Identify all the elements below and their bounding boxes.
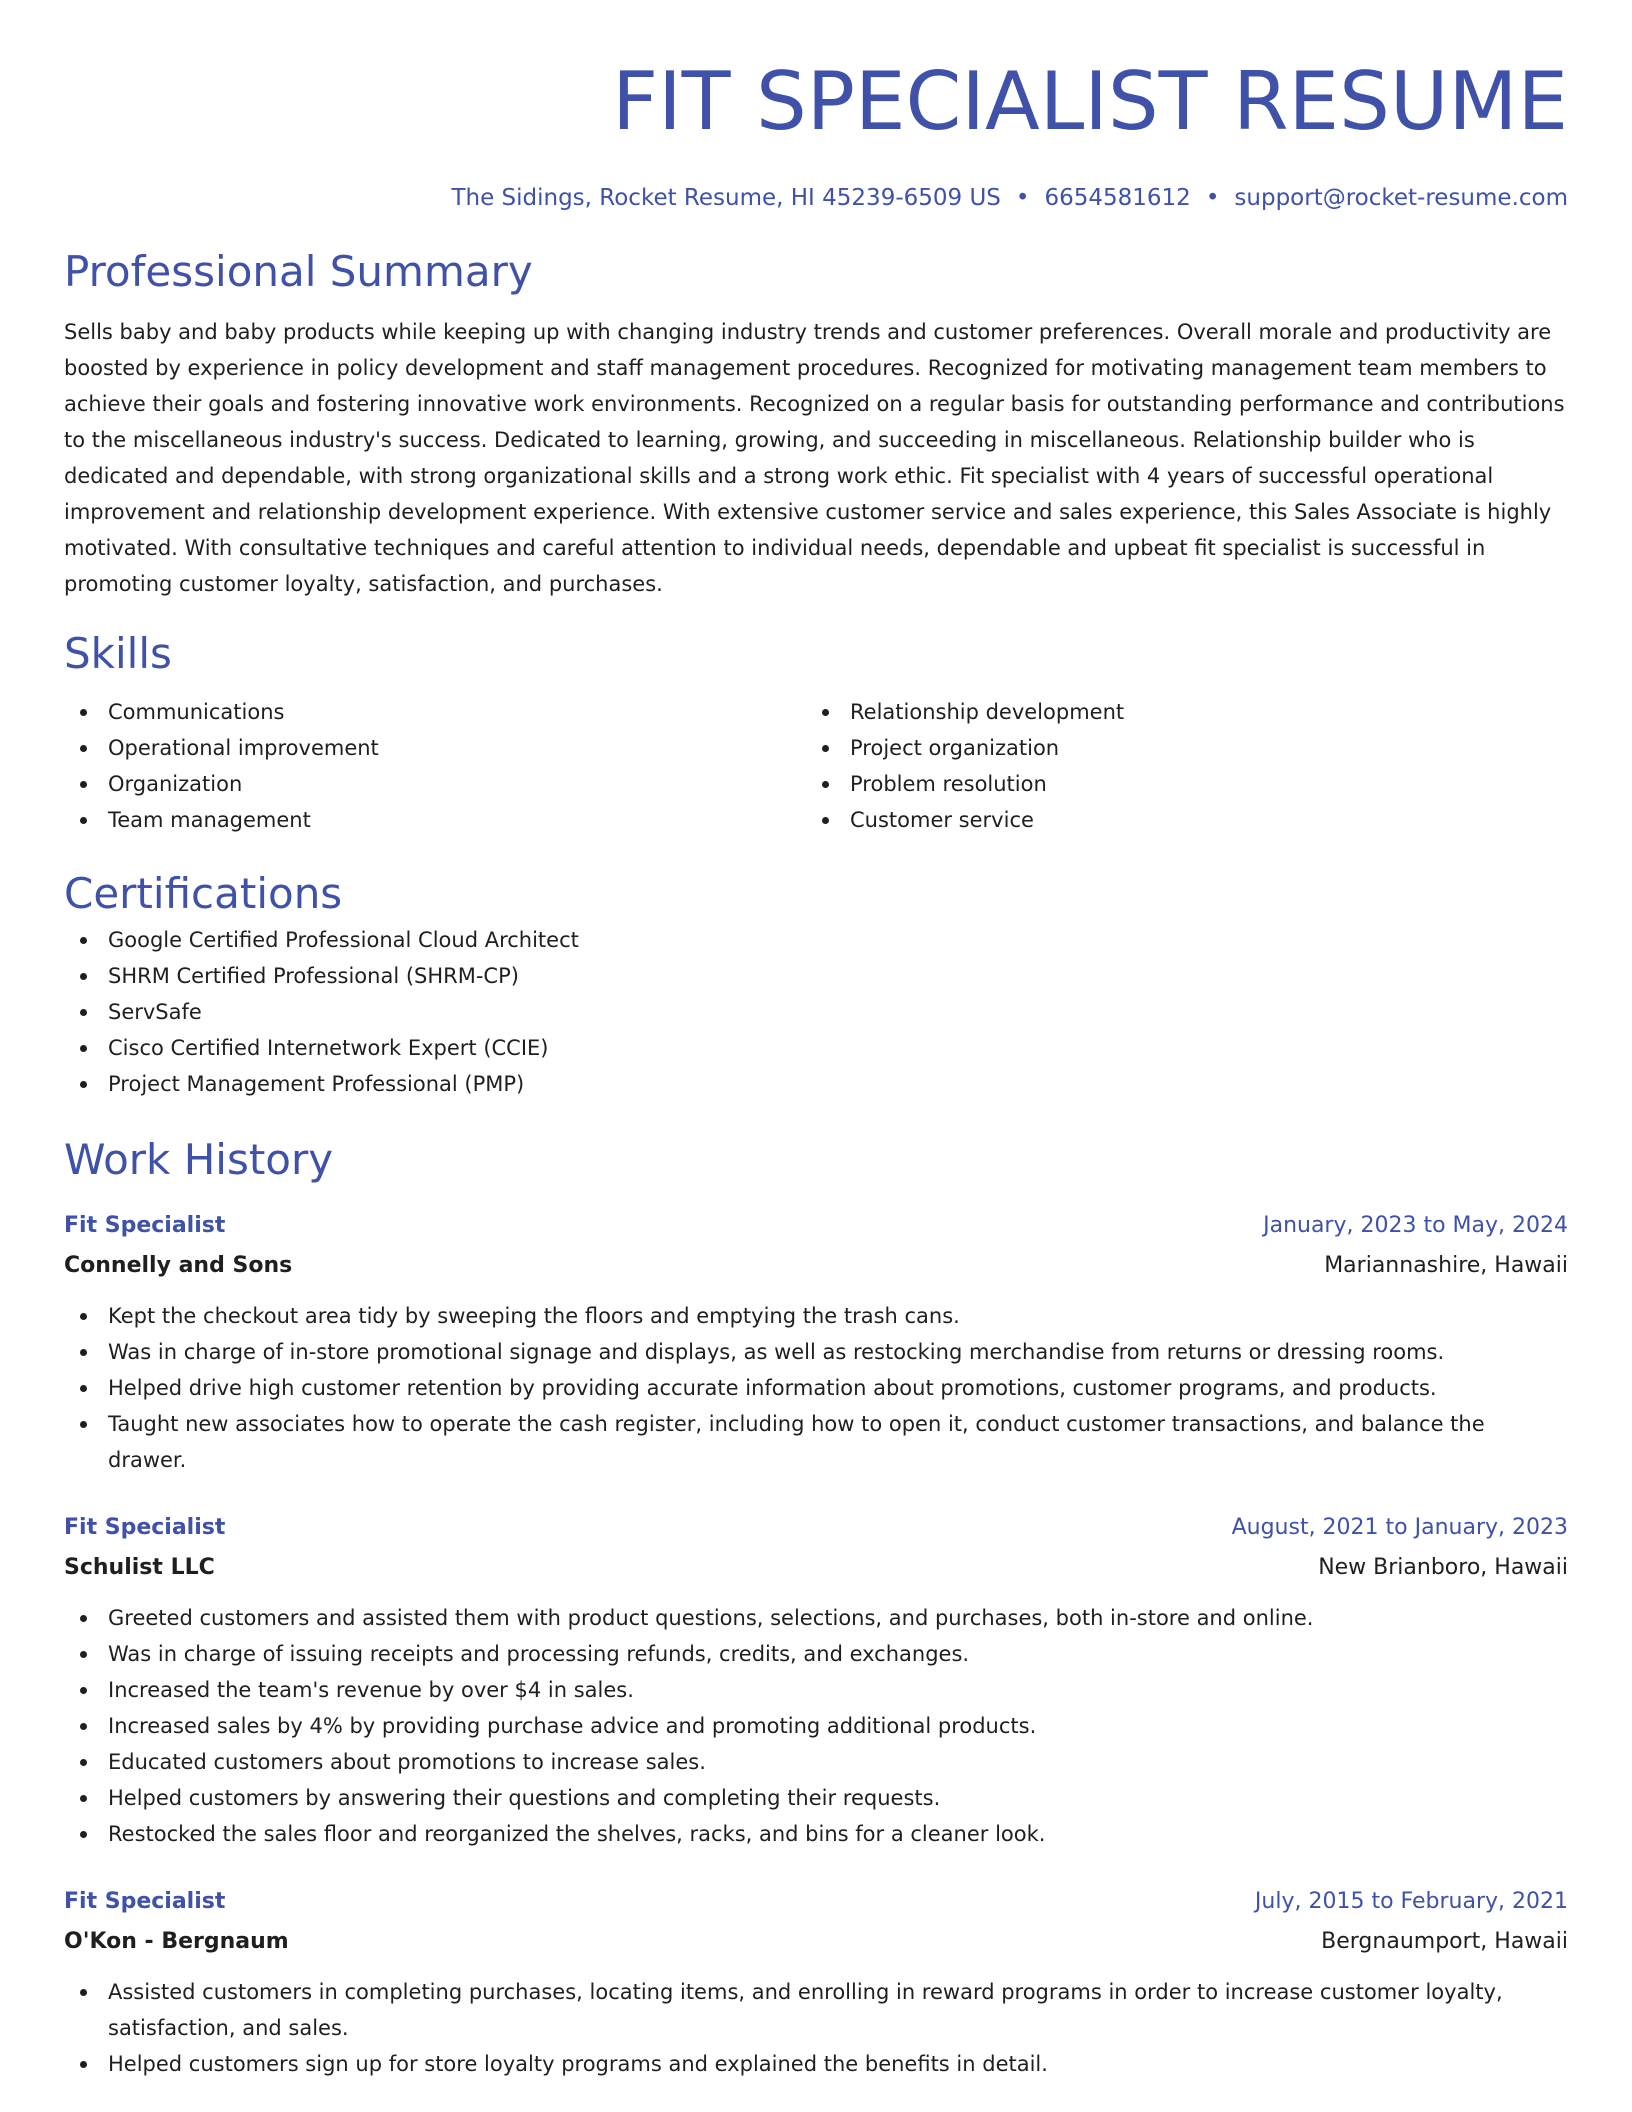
job-header-row [64,1886,1568,1918]
work-history-heading: Work History [64,1135,334,1184]
job-company-row [64,1242,1568,1282]
job-company: O'Kon - Bergnaum [64,1929,289,1954]
skill-item: Organization [64,766,806,802]
certifications-list [64,922,1568,1102]
summary-heading: Professional Summary [64,247,533,296]
skills-heading: Skills [64,629,172,678]
job-bullet: Educated customers about promotions to increase sales. [64,1744,1568,1780]
contact-separator: • [1015,185,1030,211]
certification-item: SHRM Certified Professional (SHRM-CP) [64,958,1568,994]
certification-item: Cisco Certified Internetwork Expert (CCIE) [64,1030,1568,1066]
resume-page [64,0,1568,2082]
certification-item: ServSafe [64,994,1568,1030]
job-bullet: Was in charge of issuing receipts and processing refunds, credits, and exchanges. [64,1636,1568,1672]
job-bullet: Increased sales by 4% by providing purchase advice and promoting additional products. [64,1708,1568,1744]
job-entry [64,1210,1568,1478]
contact-address: The Sidings, Rocket Resume, HI 45239-6509 US [451,185,1001,211]
job-dates: August, 2021 to January, 2023 [1231,1515,1568,1540]
job-bullet: Taught new associates how to operate the cash register, including how to open it, conduct customer transactions, and balance the drawer. [64,1406,1568,1478]
contact-email[interactable]: support@rocket-resume.com [1234,185,1568,211]
job-dates: January, 2023 to May, 2024 [1263,1213,1568,1238]
skills-column-right [806,694,1548,838]
job-bullets [64,1974,1568,2082]
certifications-heading: Certifications [64,869,343,918]
job-title: Fit Specialist [64,1889,226,1914]
job-company: Connelly and Sons [64,1253,293,1278]
job-bullet: Helped customers by answering their questions and completing their requests. [64,1780,1568,1816]
contact-line [64,182,1568,214]
skill-item: Project organization [806,730,1548,766]
skills-list [64,694,1568,838]
job-bullet: Greeted customers and assisted them with product questions, selections, and purchases, both in-store and online. [64,1600,1568,1636]
job-dates: July, 2015 to February, 2021 [1254,1889,1568,1914]
job-company: Schulist LLC [64,1555,215,1580]
skill-item: Problem resolution [806,766,1548,802]
certification-item: Project Management Professional (PMP) [64,1066,1568,1102]
job-entry [64,1886,1568,2082]
job-location: Bergnaumport, Hawaii [1321,1929,1568,1954]
job-company-row [64,1544,1568,1584]
job-title: Fit Specialist [64,1213,226,1238]
certification-item: Google Certified Professional Cloud Architect [64,922,1568,958]
job-bullet: Helped customers sign up for store loyalty programs and explained the benefits in detail. [64,2046,1568,2082]
skill-item: Operational improvement [64,730,806,766]
skill-item: Customer service [806,802,1548,838]
job-title: Fit Specialist [64,1515,226,1540]
resume-title: FIT SPECIALIST RESUME [612,55,1568,148]
job-location: Mariannashire, Hawaii [1324,1253,1568,1278]
contact-separator: • [1205,185,1220,211]
job-bullet: Increased the team's revenue by over $4 in sales. [64,1672,1568,1708]
job-bullet: Assisted customers in completing purchases, locating items, and enrolling in reward programs in order to increase customer loyalty, satisfaction, and sales. [64,1974,1568,2046]
skill-item: Team management [64,802,806,838]
skill-item: Communications [64,694,806,730]
job-bullet: Helped drive high customer retention by providing accurate information about promotions, customer programs, and products. [64,1370,1568,1406]
job-company-row [64,1918,1568,1958]
job-header-row [64,1210,1568,1242]
job-header-row [64,1512,1568,1544]
job-bullet: Was in charge of in-store promotional signage and displays, as well as restocking merchandise from returns or dressing rooms. [64,1334,1568,1370]
job-bullet: Kept the checkout area tidy by sweeping the floors and emptying the trash cans. [64,1298,1568,1334]
job-bullet: Restocked the sales floor and reorganized the shelves, racks, and bins for a cleaner look. [64,1816,1568,1852]
skill-item: Relationship development [806,694,1548,730]
job-location: New Brianboro, Hawaii [1318,1555,1568,1580]
skills-column-left [64,694,806,838]
job-entry [64,1512,1568,1852]
job-bullets [64,1298,1568,1478]
summary-text: Sells baby and baby products while keeping up with changing industry trends and customer preferences. Overall morale and productivity are boosted by experience in policy development and staff management procedures. Recognized for motivating management team members to achieve their goals and fostering innovative work environments. Recognized on a regular basis for outstanding performance and contributions to the miscellaneous industry's success. Dedicated to learning, growing, and succeeding in miscellaneous. Relationship builder who is dedicated and dependable, with strong organizational skills and a strong work ethic. Fit specialist with 4 years of successful operational improvement and relationship development experience. With extensive customer service and sales experience, this Sales Associate is highly motivated. With consultative techniques and careful attention to individual needs, dependable and upbeat fit specialist is successful in promoting customer loyalty, satisfaction, and purchases. [64,320,1565,596]
contact-phone: 6654581612 [1044,185,1191,211]
job-bullets [64,1600,1568,1852]
